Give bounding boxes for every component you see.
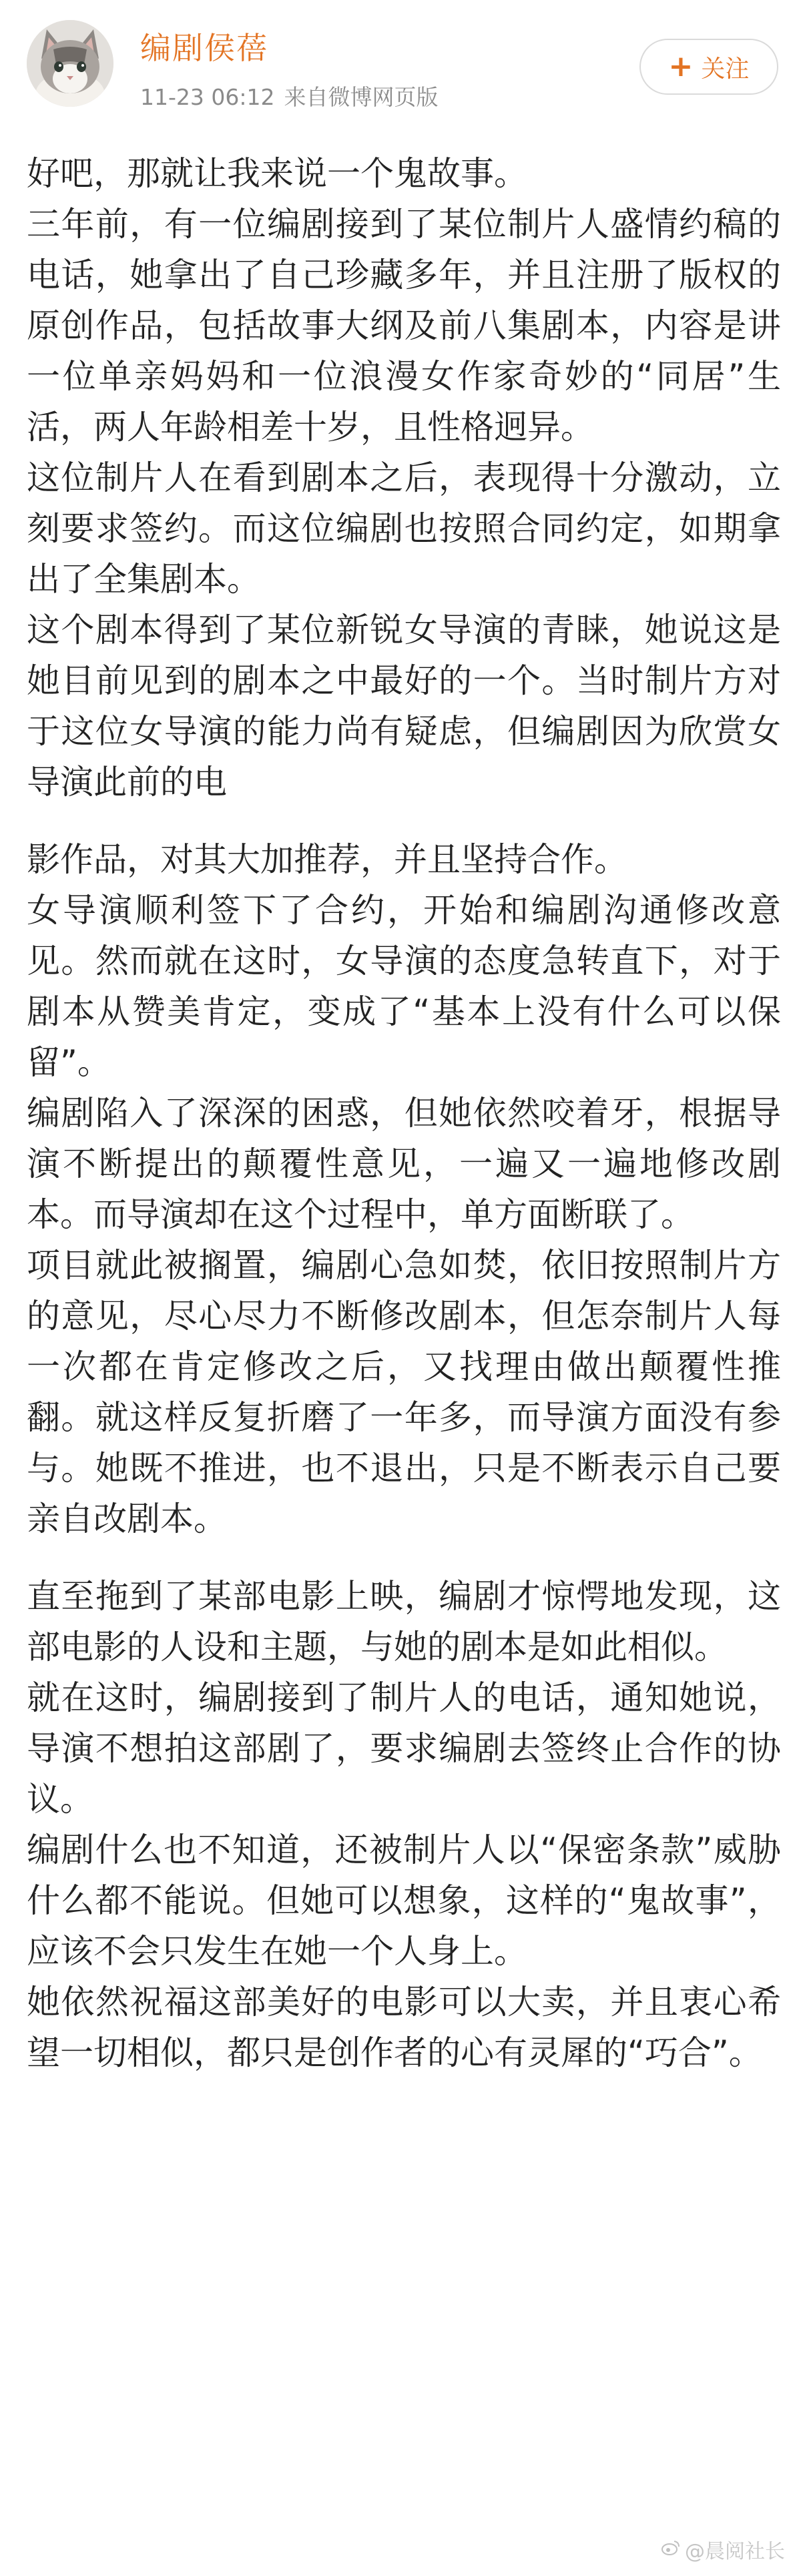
post-paragraph: 编剧陷入了深深的困惑，但她依然咬着牙，根据导演不断提出的颠覆性意见，一遍又一遍地修改剧本。而导演却在这个过程中，单方面断联了。 (27, 1094, 781, 1234)
author-name[interactable]: 编剧侯蓓 (140, 30, 268, 66)
post-paragraph: 影作品，对其大加推荐，并且坚持合作。 (27, 840, 627, 879)
post-paragraph: 她依然祝福这部美好的电影可以大卖，并且衷心希望一切相似，都只是创作者的心有灵犀的“巧合”。 (27, 1983, 781, 2072)
follow-button[interactable] (639, 39, 778, 95)
post-header (0, 0, 801, 147)
post-paragraph: 这个剧本得到了某位新锐女导演的青睐，她说这是她目前见到的剧本之中最好的一个。当时制片方对于这位女导演的能力尚有疑虑，但编剧因为欣赏女导演此前的电 (27, 611, 781, 801)
post-paragraph: 好吧，那就让我来说一个鬼故事。 (27, 154, 527, 193)
post-body (27, 148, 781, 2078)
watermark-text: @晨阅社长 (685, 2540, 785, 2563)
post-paragraph: 直至拖到了某部电影上映，编剧才惊愕地发现，这部电影的人设和主题，与她的剧本是如此相似。 (27, 1577, 781, 1666)
post-paragraph: 编剧什么也不知道，还被制片人以“保密条款”威胁什么都不能说。但她可以想象，这样的“鬼故事”，应该不会只发生在她一个人身上。 (27, 1831, 781, 1971)
post-paragraph: 女导演顺利签下了合约，开始和编剧沟通修改意见。然而就在这时，女导演的态度急转直下，对于剧本从赞美肯定，变成了“基本上没有什么可以保留”。 (27, 891, 781, 1082)
post-paragraph: 项目就此被搁置，编剧心急如焚，依旧按照制片方的意见，尽心尽力不断修改剧本，但怎奈制片人每一次都在肯定修改之后，又找理由做出颠覆性推翻。就这样反复折磨了一年多，而导演方面没有参与。她既不推进，也不退出，只是不断表示自己要亲自改剧本。 (27, 1246, 781, 1538)
plus-icon: + (668, 49, 694, 83)
post-paragraph: 就在这时，编剧接到了制片人的电话，通知她说，导演不想拍这部剧了，要求编剧去签终止合作的协议。 (27, 1678, 781, 1819)
post-source: 来自微博网页版 (284, 84, 439, 110)
post-meta (140, 84, 438, 111)
weibo-mark-icon (661, 2538, 681, 2561)
post-timestamp: 11-23 06:12 (140, 84, 275, 110)
avatar[interactable] (27, 20, 113, 107)
avatar-cat-image (27, 20, 113, 107)
watermark (661, 2535, 785, 2564)
post-paragraph: 三年前，有一位编剧接到了某位制片人盛情约稿的电话，她拿出了自己珍藏多年，并且注册了版权的原创作品，包括故事大纲及前八集剧本，内容是讲一位单亲妈妈和一位浪漫女作家奇妙的“同居”生活，两人年龄相差十岁，且性格迥异。 (27, 205, 781, 446)
follow-button-label: 关注 (701, 55, 750, 83)
post-paragraph: 这位制片人在看到剧本之后，表现得十分激动，立刻要求签约。而这位编剧也按照合同约定，如期拿出了全集剧本。 (27, 458, 781, 599)
